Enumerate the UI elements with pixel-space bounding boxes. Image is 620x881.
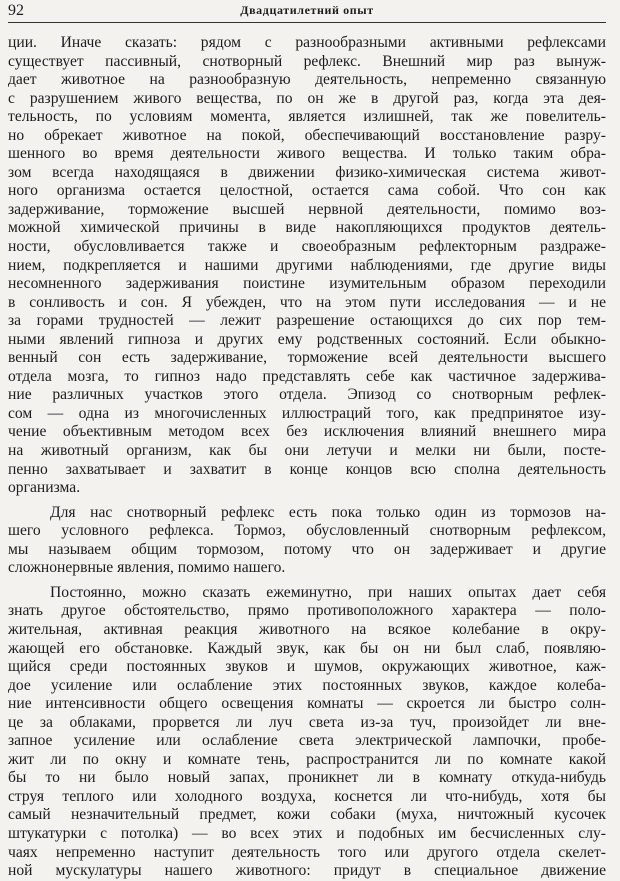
- text-line: нием, подкрепляется и нашими другими наблюдениями, где другие виды: [8, 256, 606, 274]
- text-line: штукатурки с потолка) — во всех этих и подобных им бесчисленных слу-: [8, 824, 606, 842]
- text-line: самый незначительный предмет, кожи собаки (муха, ничтожный кусочек: [8, 806, 606, 824]
- text-line: несомненного задерживания поистине изумительным образом переходили: [8, 275, 606, 293]
- text-line: чаях непременно наступит деятельность того или другого отдела скелет-: [8, 843, 606, 861]
- text-line: отдела мозга, то гипноз надо представлять себе как частичное задержива-: [8, 367, 606, 385]
- text-line: ние интенсивности общего освещения комнаты — скроется ли быстро солн-: [8, 695, 606, 713]
- text-line: бы то ни было новый запах, проникнет ли в комнату откуда-нибудь: [8, 769, 606, 787]
- text-line: на животный организм, как бы они летучи и мелки ни были, посте-: [8, 442, 606, 460]
- text-line: можной химической причины в виде накопляющихся продуктов деятель-: [8, 219, 606, 237]
- text-line: ности, обусловливается также и своеобразным рефлекторным раздраже-: [8, 238, 606, 256]
- text-line: ции. Иначе сказать: рядом с разнообразными активными рефлексами: [8, 34, 606, 51]
- text-line: сложнонервные явления, помимо нашего.: [8, 559, 286, 577]
- text-line: пенно захватывает и захватит в конце концов всю сполна деятельность: [8, 460, 606, 478]
- text-line: ние различных участков этого отдела. Эпизод со снотворным рефлек-: [8, 386, 606, 404]
- text-line: знать другое обстоятельство, прямо противоположного характера — поло-: [8, 602, 606, 620]
- text-line: с разрушением живого вещества, по он же в другой раз, когда эта дея-: [8, 89, 606, 107]
- text-line: Для нас снотворный рефлекс есть пока только один из тормозов на-: [50, 503, 606, 521]
- paragraph: [8, 584, 606, 881]
- text-line: струя теплого или холодного воздуха, коснется ли что-нибудь, хотя бы: [8, 787, 606, 805]
- text-line: тельность, по условиям момента, является излишней, так же повелитель-: [8, 108, 606, 126]
- text-line: щийся среди постоянных звуков и шумов, окружающих животное, каж-: [8, 658, 606, 676]
- text-line: зом всегда находящаяся в движении физико-химическая система живот-: [8, 163, 606, 181]
- running-title: Двадцатилетний опыт: [240, 3, 374, 17]
- page-header: [8, 0, 606, 24]
- paragraph: [8, 504, 606, 578]
- page-number: 92: [8, 2, 24, 19]
- text-line: жающей его обстановке. Каждый звук, как бы он ни был слаб, появляю-: [8, 639, 606, 657]
- text-line: ного организма остается целостной, остается сама собой. Что сон как: [8, 182, 606, 200]
- text-line: запное усиление или ослабление света электрической лампочки, пробе-: [8, 732, 606, 750]
- text-line: жительная, активная реакция животного на всякое колебание в окру-: [8, 620, 606, 638]
- text-line: дает животное на разнообразную деятельность, непременно связанную: [8, 71, 606, 89]
- text-line: организма.: [8, 479, 81, 497]
- text-line: шего условного рефлекса. Тормоз, обусловленный снотворным рефлексом,: [8, 522, 606, 540]
- body-text: [8, 34, 606, 881]
- header-rule: [8, 22, 606, 23]
- text-line: дое усиление или ослабление этих постоянных звуков, каждое колеба-: [8, 676, 606, 694]
- text-line: но обрекает животное на покой, обеспечивающий восстановление разру-: [8, 126, 606, 144]
- text-line: задерживание, торможение высшей нервной деятельности, помимо воз-: [8, 200, 606, 218]
- text-line: мы называем общим тормозом, потому что он задерживает и другие: [8, 540, 606, 558]
- text-line: чение объективным методом всех без исключения влияний внешнего мира: [8, 423, 606, 441]
- text-line: ными явлений гипноза и других ему родственных состояний. Если обыкно-: [8, 330, 606, 348]
- text-line: существует пассивный, снотворный рефлекс. Внешний мир раз вынуж-: [8, 52, 606, 70]
- text-line: ной мускулатуры нашего животного: придут в специальное движение: [8, 862, 606, 880]
- text-line: Постоянно, можно сказать ежеминутно, при наших опытах дает себя: [50, 583, 606, 601]
- text-line: сом — одна из многочисленных иллюстраций того, как предпринятое изу-: [8, 404, 606, 422]
- paragraph: [8, 34, 606, 498]
- text-line: це за облаками, прорвется ли луч света из-за туч, произойдет ли вне-: [8, 713, 606, 731]
- text-line: венный сон есть задерживание, торможение всей деятельности высшего: [8, 349, 606, 367]
- text-line: шенного во время деятельности живого вещества. И только таким обра-: [8, 145, 606, 163]
- text-line: жит ли по окну и комнате тень, распространится ли по комнате какой: [8, 750, 606, 768]
- text-line: за горами трудностей — лежит разрешение остающихся до сих пор тем-: [8, 312, 606, 330]
- text-line: в сонливость и сон. Я убежден, что на этом пути исследования — и не: [8, 293, 606, 311]
